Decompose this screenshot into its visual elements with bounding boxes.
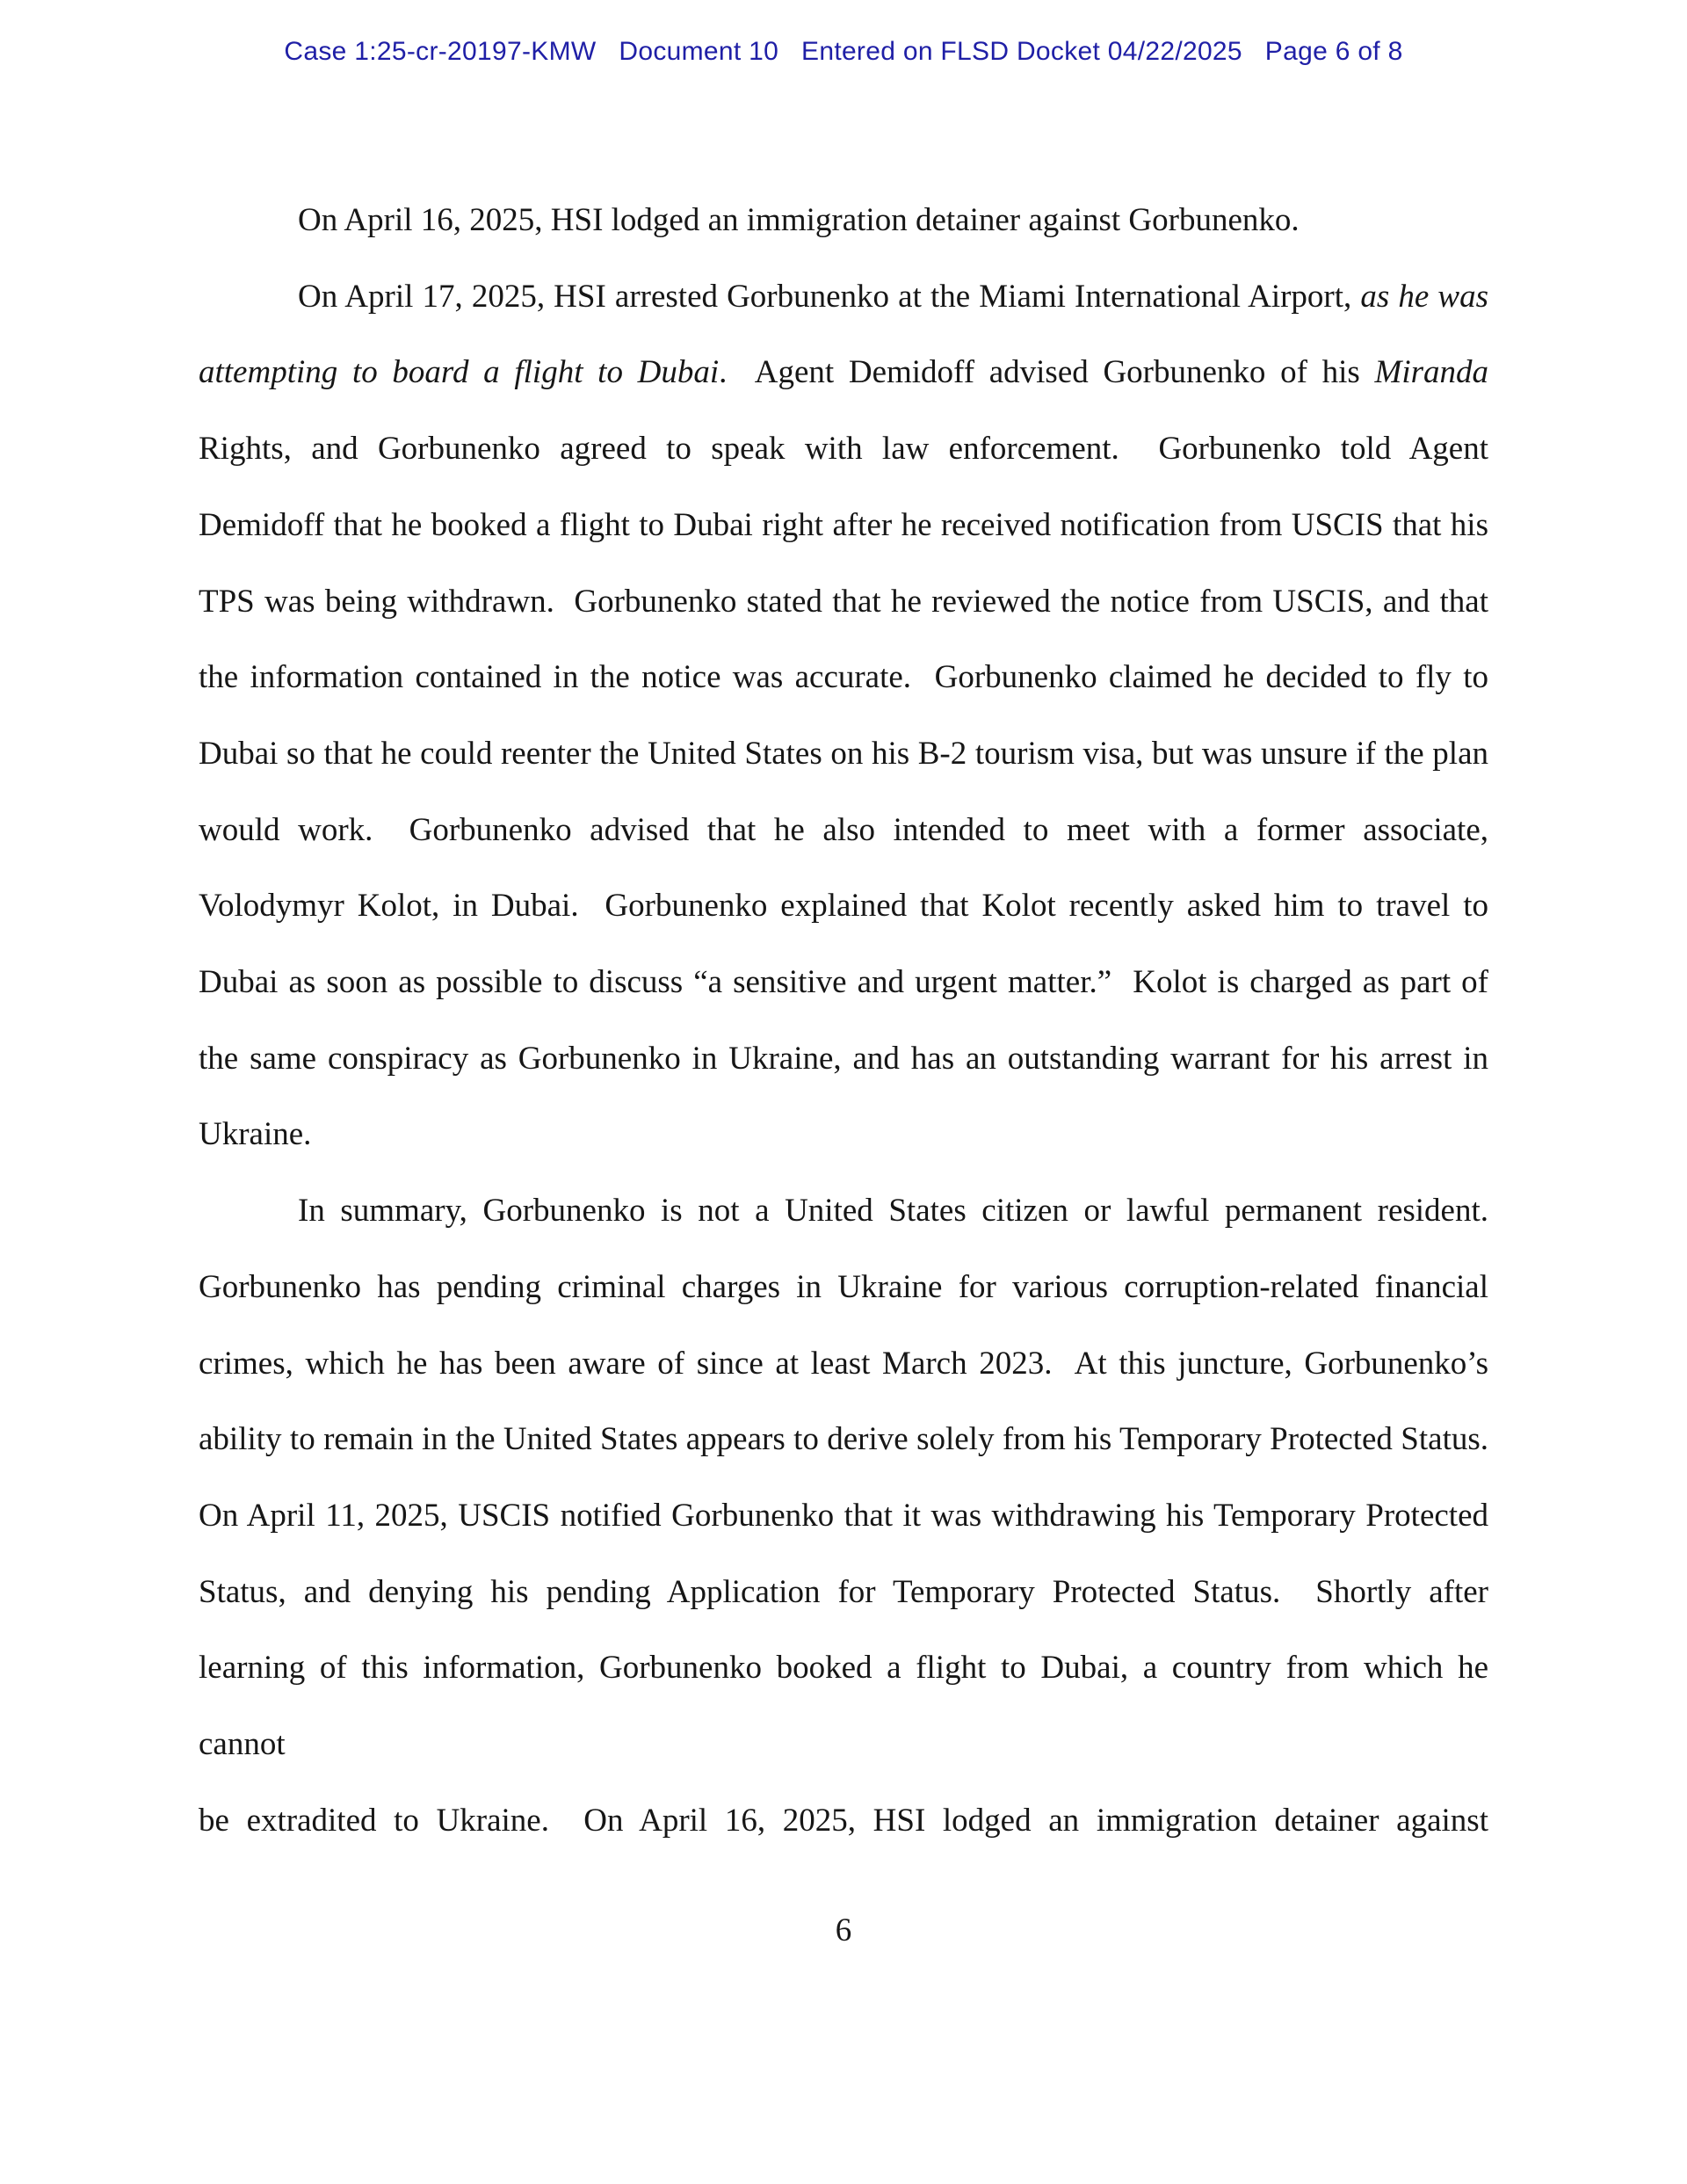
text-segment: Ukraine. [199, 1116, 312, 1153]
text-segment: Status, and denying his pending Application for Temporary Protected Status. Shortly after [199, 1573, 1488, 1610]
text-segment: be extradited to Ukraine. On April 16, 2025, HSI lodged an immigration detainer against [199, 1802, 1488, 1839]
document-line [199, 1097, 1488, 1173]
document-line [199, 259, 1488, 336]
text-segment: Demidoff that he booked a flight to Dubai right after he received notification from USCIS that his [199, 506, 1488, 543]
document-line [199, 1555, 1488, 1631]
text-segment: Rights, and Gorbunenko agreed to speak with law enforcement. Gorbunenko told Agent [199, 431, 1488, 468]
text-segment: Volodymyr Kolot, in Dubai. Gorbunenko explained that Kolot recently asked him to travel to [199, 888, 1488, 925]
document-line [199, 1326, 1488, 1403]
text-segment: the information contained in the notice was accurate. Gorbunenko claimed he decided to fly to [199, 659, 1488, 696]
text-segment: would work. Gorbunenko advised that he also intended to meet with a former associate, [199, 811, 1488, 848]
text-segment: crimes, which he has been aware of since at least March 2023. At this juncture, Gorbunenko’s [199, 1345, 1488, 1382]
document-line [199, 716, 1488, 793]
document-line [199, 1630, 1497, 1782]
italic-text-segment: as he was [1360, 278, 1488, 315]
document-line [199, 488, 1488, 564]
document-line [199, 945, 1488, 1021]
text-segment: learning of this information, Gorbunenko booked a flight to Dubai, a country from which he cannot [199, 1650, 1497, 1763]
document-line [199, 1250, 1488, 1326]
document-line [199, 1021, 1488, 1098]
document-line [199, 564, 1488, 641]
text-segment: On April 16, 2025, HSI lodged an immigration detainer against Gorbunenko. [298, 202, 1300, 238]
italic-text-segment: Miranda [1374, 354, 1488, 391]
page-number: 6 [835, 1912, 852, 1948]
document-line [199, 335, 1488, 411]
document-line [199, 868, 1488, 945]
document-line [199, 793, 1488, 869]
text-segment: . Agent Demidoff advised Gorbunenko of his [719, 354, 1375, 391]
document-line [199, 640, 1488, 716]
text-segment: On April 11, 2025, USCIS notified Gorbunenko that it was withdrawing his Temporary Protected [199, 1497, 1488, 1534]
document-line [199, 1173, 1488, 1250]
text-segment: In summary, Gorbunenko is not a United States citizen or lawful permanent resident. [298, 1193, 1488, 1230]
text-segment: TPS was being withdrawn. Gorbunenko stated that he reviewed the notice from USCIS, and that [199, 583, 1488, 620]
text-segment: the same conspiracy as Gorbunenko in Ukraine, and has an outstanding warrant for his arrest in [199, 1040, 1488, 1077]
document-line [199, 183, 1488, 259]
text-segment: Dubai so that he could reenter the United States on his B-2 tourism visa, but was unsure if the plan [199, 735, 1488, 772]
document-line [199, 1402, 1488, 1478]
document-body [199, 183, 1497, 1859]
italic-text-segment: attempting to board a flight to Dubai [199, 354, 720, 391]
document-line [199, 1478, 1488, 1555]
document-line [199, 1783, 1488, 1860]
text-segment: Dubai as soon as possible to discuss “a sensitive and urgent matter.” Kolot is charged as part of [199, 964, 1488, 1001]
document-line [199, 411, 1488, 488]
text-segment: Gorbunenko has pending criminal charges in Ukraine for various corruption-related financial [199, 1268, 1488, 1305]
text-segment: On April 17, 2025, HSI arrested Gorbunenko at the Miami International Airport, [298, 278, 1361, 315]
text-segment: ability to remain in the United States appears to derive solely from his Temporary Protected Status. [199, 1421, 1488, 1458]
case-header: Case 1:25-cr-20197-KMW Document 10 Entered on FLSD Docket 04/22/2025 Page 6 of 8 [284, 37, 1403, 66]
